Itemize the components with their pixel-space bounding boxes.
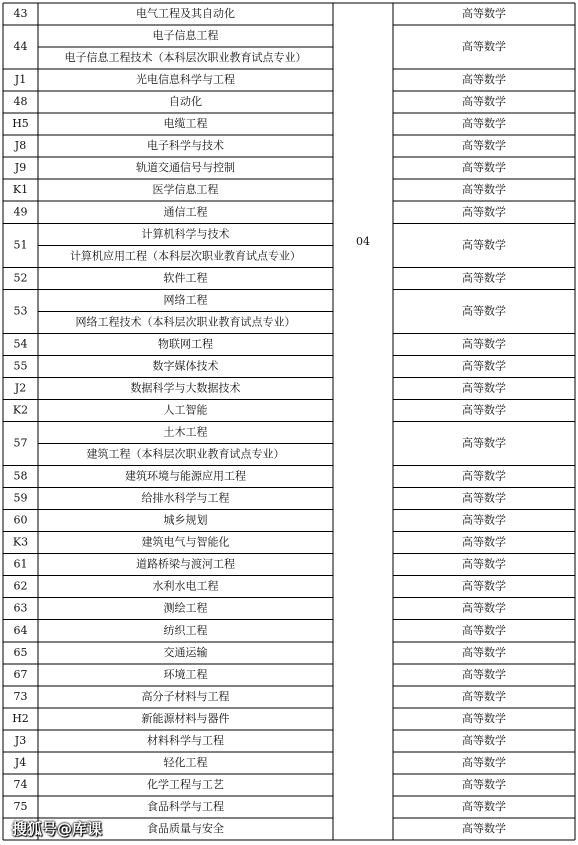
exam-subject: 高等数学 [462, 205, 506, 219]
exam-subject: 高等数学 [462, 359, 506, 373]
row-code: 67 [13, 667, 28, 681]
row-code: 62 [13, 579, 28, 593]
row-code: J2 [14, 381, 27, 395]
major-name: 光电信息科学与工程 [136, 73, 235, 87]
major-name: 电缆工程 [163, 117, 208, 131]
major-name: 电子科学与技术 [147, 139, 224, 153]
row-code: J9 [14, 161, 27, 175]
row-code: K2 [12, 403, 29, 417]
row-code: J1 [14, 73, 27, 87]
row-code: 57 [13, 436, 28, 450]
row-code: 65 [13, 645, 28, 659]
exam-subject: 高等数学 [462, 799, 506, 813]
major-name: 环境工程 [163, 667, 208, 681]
row-code: 54 [13, 337, 28, 351]
exam-subject: 高等数学 [462, 711, 506, 725]
exam-subject: 高等数学 [462, 161, 506, 175]
exam-subject: 高等数学 [462, 469, 506, 483]
major-name: 通信工程 [163, 205, 208, 219]
exam-subject: 高等数学 [462, 73, 506, 87]
exam-subject: 高等数学 [462, 7, 506, 21]
row-code: 55 [13, 359, 28, 373]
major-name: 食品质量与安全 [147, 821, 224, 835]
exam-subject: 高等数学 [462, 755, 506, 769]
exam-subject: 高等数学 [462, 579, 506, 593]
exam-subject: 高等数学 [462, 403, 506, 417]
row-code: 58 [13, 469, 28, 483]
major-name: 计算机科学与技术 [141, 227, 230, 241]
major-name: 数据科学与大数据技术 [130, 381, 241, 395]
row-code: J4 [14, 755, 27, 769]
row-code: 60 [13, 513, 28, 527]
exam-subject: 高等数学 [462, 337, 506, 351]
row-code: 43 [13, 7, 28, 21]
major-name: 轨道交通信号与控制 [136, 161, 235, 175]
row-code: 49 [13, 205, 28, 219]
exam-subject: 高等数学 [462, 535, 506, 549]
exam-subject: 高等数学 [462, 821, 506, 835]
major-name: 轻化工程 [163, 755, 208, 769]
major-name: 医学信息工程 [152, 183, 219, 197]
row-code: H5 [12, 117, 29, 131]
major-name: 纺织工程 [163, 623, 208, 637]
major-name: 新能源材料与器件 [141, 711, 230, 725]
major-name: 测绘工程 [163, 601, 208, 615]
exam-subject: 高等数学 [462, 238, 506, 252]
exam-subject: 高等数学 [462, 183, 506, 197]
row-code: 64 [13, 623, 28, 637]
row-code: 52 [13, 271, 28, 285]
row-code: K1 [12, 183, 29, 197]
exam-subject: 高等数学 [462, 491, 506, 505]
major-name: 水利水电工程 [152, 579, 219, 593]
row-code: J3 [14, 733, 27, 747]
major-name: 网络工程技术（本科层次职业教育试点专业） [75, 315, 296, 329]
major-name: 电气工程及其自动化 [136, 7, 235, 21]
exam-subject: 高等数学 [462, 117, 506, 131]
row-code: 75 [13, 799, 28, 813]
major-name: 物联网工程 [158, 337, 213, 351]
exam-subject: 高等数学 [462, 271, 506, 285]
exam-subject: 高等数学 [462, 513, 506, 527]
major-name: 自动化 [169, 95, 202, 109]
exam-subject: 高等数学 [462, 304, 506, 318]
row-code: 59 [13, 491, 28, 505]
major-name: 软件工程 [163, 271, 208, 285]
major-name: 建筑环境与能源应用工程 [125, 469, 246, 483]
major-name: 交通运输 [163, 645, 208, 659]
watermark: 搜狐号@库课 [12, 820, 103, 838]
row-code: 63 [13, 601, 28, 615]
major-name: 建筑电气与智能化 [141, 535, 230, 549]
major-name: 化学工程与工艺 [147, 777, 224, 791]
row-code: 51 [13, 238, 28, 252]
exam-subject: 高等数学 [462, 689, 506, 703]
major-name: 电子信息工程 [152, 29, 219, 43]
row-code: K3 [12, 535, 29, 549]
major-name: 城乡规划 [163, 513, 208, 527]
row-code: H2 [12, 711, 29, 725]
exam-subject: 高等数学 [462, 95, 506, 109]
row-code: 53 [13, 304, 28, 318]
major-name: 材料科学与工程 [147, 733, 224, 747]
exam-subject: 高等数学 [462, 436, 506, 450]
group-code: 04 [356, 235, 370, 248]
major-name: 网络工程 [163, 293, 208, 307]
major-name: 道路桥梁与渡河工程 [136, 557, 235, 571]
exam-subject: 高等数学 [462, 601, 506, 615]
major-name: 建筑工程（本科层次职业教育试点专业） [86, 447, 285, 461]
major-name: 食品科学与工程 [147, 799, 224, 813]
major-name: 计算机应用工程（本科层次职业教育试点专业） [70, 249, 301, 263]
exam-subject: 高等数学 [462, 733, 506, 747]
major-name: 数字媒体技术 [152, 359, 219, 373]
row-code: 73 [13, 689, 28, 703]
row-code: 48 [13, 95, 28, 109]
row-code: J8 [14, 139, 27, 153]
major-name: 人工智能 [163, 403, 208, 417]
exam-subject: 高等数学 [462, 777, 506, 791]
exam-subject: 高等数学 [462, 667, 506, 681]
exam-subject: 高等数学 [462, 40, 506, 54]
major-name: 土木工程 [163, 425, 208, 439]
exam-subject: 高等数学 [462, 645, 506, 659]
exam-subject: 高等数学 [462, 139, 506, 153]
row-code: 74 [13, 777, 28, 791]
row-code: 61 [13, 557, 28, 571]
major-name: 给排水科学与工程 [141, 491, 230, 505]
major-name: 电子信息工程技术（本科层次职业教育试点专业） [64, 51, 307, 65]
exam-subject: 高等数学 [462, 623, 506, 637]
exam-subject: 高等数学 [462, 381, 506, 395]
major-name: 高分子材料与工程 [141, 689, 230, 703]
row-code: 44 [13, 40, 28, 54]
exam-subject: 高等数学 [462, 557, 506, 571]
